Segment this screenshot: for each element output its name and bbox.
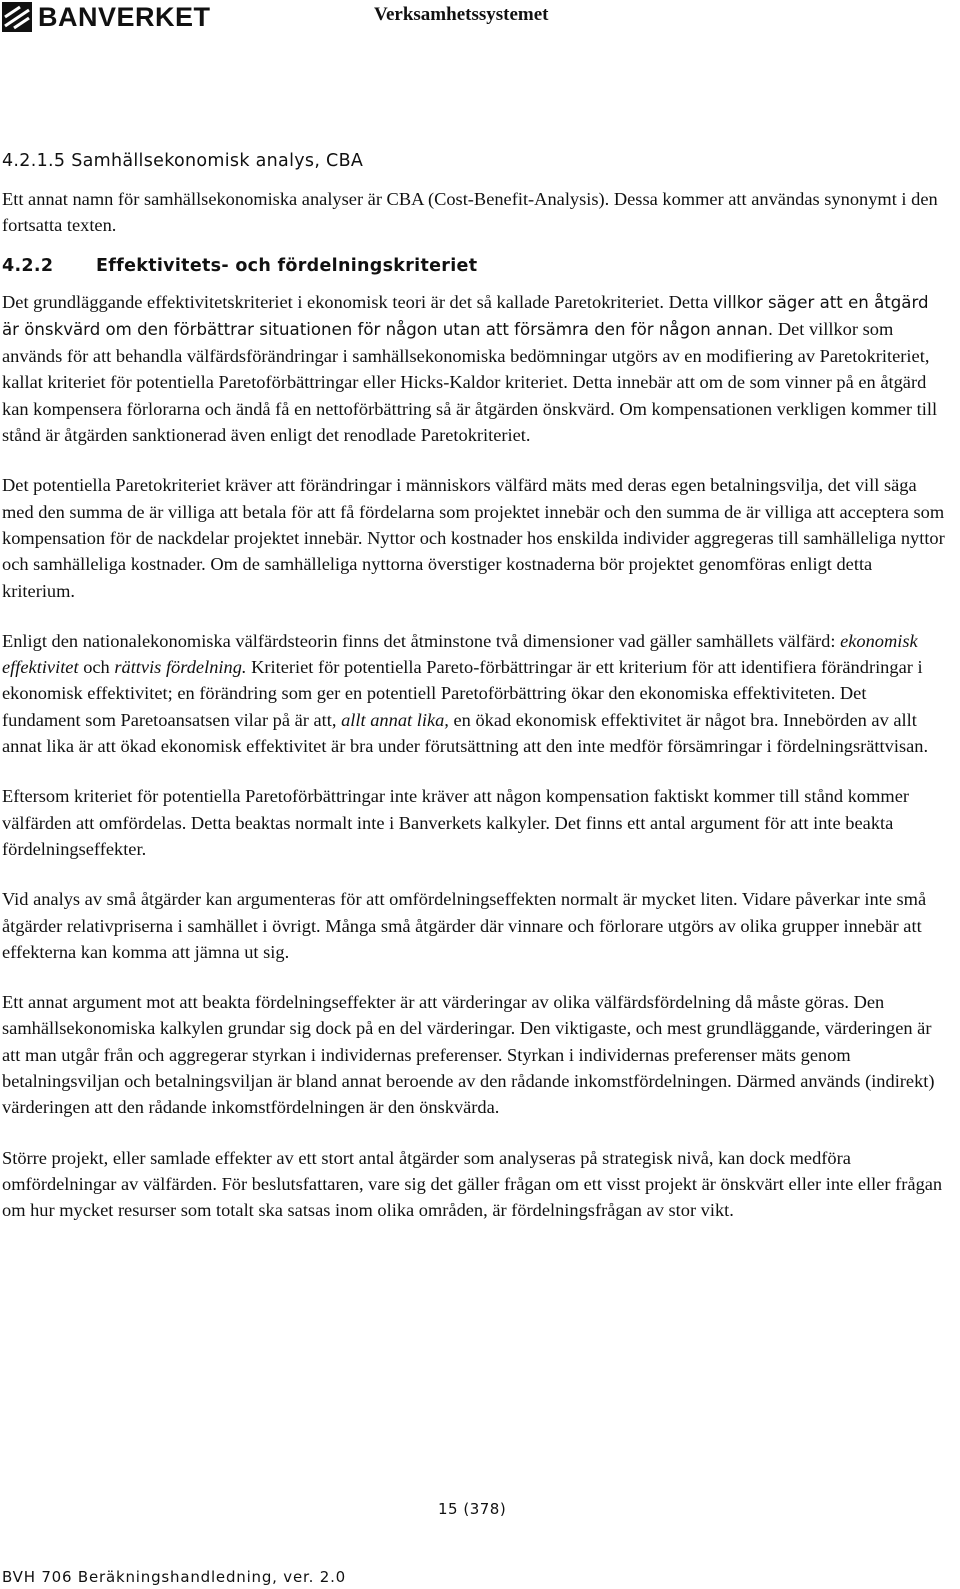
paragraph-cba: Ett annat namn för samhällsekonomiska analyser är CBA (Cost-Benefit-Analysis). Dessa kommer att användas synonymt i den fortsatta texten.: [2, 189, 938, 236]
text-run: Enligt den nationalekonomiska välfärdsteorin finns det åtminstone två dimensioner vad gäller samhällets välfärd:: [2, 630, 841, 651]
paragraph-varderingar: Ett annat argument mot att beakta fördelningseffekter är att värderingar av olika välfärdsfördelning då måste göras. Den samhällsekonomiska kalkylen grundar sig dock på en del värderingar. Den viktigaste, och mest grundläggande, värderingen är att man utgår från och aggregerar styrkan i individernas preferenser. Styrkan i individernas preferenser mäts genom betalningsviljan och betalningsviljan är bland annat beroende av den rådande inkomstfördelningen. Därmed används (indirekt) värderingen att den rådande inkomstfördelningen är den önskvärda.: [2, 992, 935, 1118]
text-run: villkor säger att en åtgärd är önskvärd om den förbättrar situationen för någon utan att försämra den för någon annan.: [2, 292, 929, 339]
italic-term: rättvis fördelning.: [114, 657, 247, 678]
text-run: Kriteriet för potentiella Pareto-förbättringar är ett kriterium för att identifiera förändringar i ekonomisk effektivitet; en förändring som ger en potentiell Paretoförbättring ökar den ekonomiska effektiviteten. Det fundament som Paretoansatsen vilar på är att,: [2, 657, 923, 730]
section-title: Effektivitets- och fördelningskriteriet: [96, 255, 478, 276]
document-name: BVH 706 Beräkningshandledning, ver. 2.0: [2, 1568, 346, 1586]
system-title: Verksamhetssystemet: [374, 4, 549, 25]
banverket-logo-icon: [2, 2, 32, 32]
document-body: [2, 148, 948, 1224]
paragraph-valfardsteorin: [2, 628, 948, 759]
logo-text: BANVERKET: [38, 2, 211, 32]
section-heading-4-2-2: [2, 253, 948, 279]
paragraph-storre-projekt: Större projekt, eller samlade effekter av ett stort antal åtgärder som analyseras på strategisk nivå, kan dock medföra omfördelningar av välfärden. För beslutsfattaren, vare sig det gäller frågan om ett visst projekt är önskvärt eller inte eller frågan om hur mycket resurser som totalt ska satsas inom olika områden, är fördelningsfrågan av stor vikt.: [2, 1147, 943, 1221]
section-heading-4-2-1-5: [2, 148, 948, 174]
section-number: 4.2.2: [2, 255, 54, 276]
paragraph-sma-atgarder: Vid analys av små åtgärder kan argumenteras för att omfördelningseffekten normalt är mycket liten. Vidare påverkar inte små åtgärder relativpriserna i samhället i övrigt. Många små åtgärder där vinnare och förlorare utgörs av olika grupper innebär att effekterna kan komma att jämna ut sig.: [2, 889, 927, 962]
paragraph-omfordelning: Eftersom kriteriet för potentiella Paretoförbättringar inte kräver att någon kompensation faktiskt kommer till stånd kommer välfärden att omfördelas. Detta beaktas normalt inte i Banverkets kalkyler. Det finns ett antal argument för att inte beakta fördelningseffekter.: [2, 786, 910, 859]
italic-term: ekonomisk effektivitet: [2, 630, 918, 678]
banverket-logo: [2, 2, 211, 32]
paragraph-paretokriteriet: [2, 289, 948, 449]
text-run: Det grundläggande effektivitetskriteriet i ekonomisk teori är det så kallade Paretokriteriet.: [2, 291, 664, 312]
paragraph-potentiella-paretokriteriet: Det potentiella Paretokriteriet kräver att förändringar i människors välfärd mäts med deras egen betalningsvilja, det vill säga med den summa de är villiga att betala för att få fördelarna som projektet innebär och den summa de är villiga att acceptera som kompensation för de nackdelar projektet innebär. Nyttor och kostnader hos enskilda individer aggregeras till samhälleliga nyttor och samhälleliga kostnader. Om de samhälleliga nyttorna överstiger kostnaderna bör projektet genomföras enligt detta kriterium.: [2, 475, 945, 601]
page-header: [0, 0, 960, 40]
italic-term: allt annat lika,: [341, 709, 449, 730]
text-run: en ökad ekonomisk effektivitet är något bra. Innebörden av allt annat lika är att ökad ekonomisk effektivitet är bra under förutsättning att den inte medför försämringar i fördelningsrättvisan.: [2, 709, 929, 757]
section-title: Samhällsekonomisk analys, CBA: [71, 151, 364, 171]
text-run: Det villkor som används för att behandla välfärdsförändringar i samhällsekonomiska bedömningar utgörs av en modifiering av Paretokriteriet, kallat kriteriet för potentiella Paretoförbättringar eller Hicks-Kaldor kriteriet. Detta innebär att om de som vinner på en åtgärd kan kompensera förlorarna och ändå få en nettoförbättring så är åtgärden önskvärd. Om kompensationen verkligen kommer till stånd är åtgärden sanktionerad även enligt det renodlade Paretokriteriet.: [2, 318, 938, 446]
text-run: Detta: [668, 291, 709, 312]
page-number: 15 (378): [438, 1500, 507, 1518]
section-number: 4.2.1.5: [2, 151, 66, 171]
text-run: och: [78, 657, 115, 678]
